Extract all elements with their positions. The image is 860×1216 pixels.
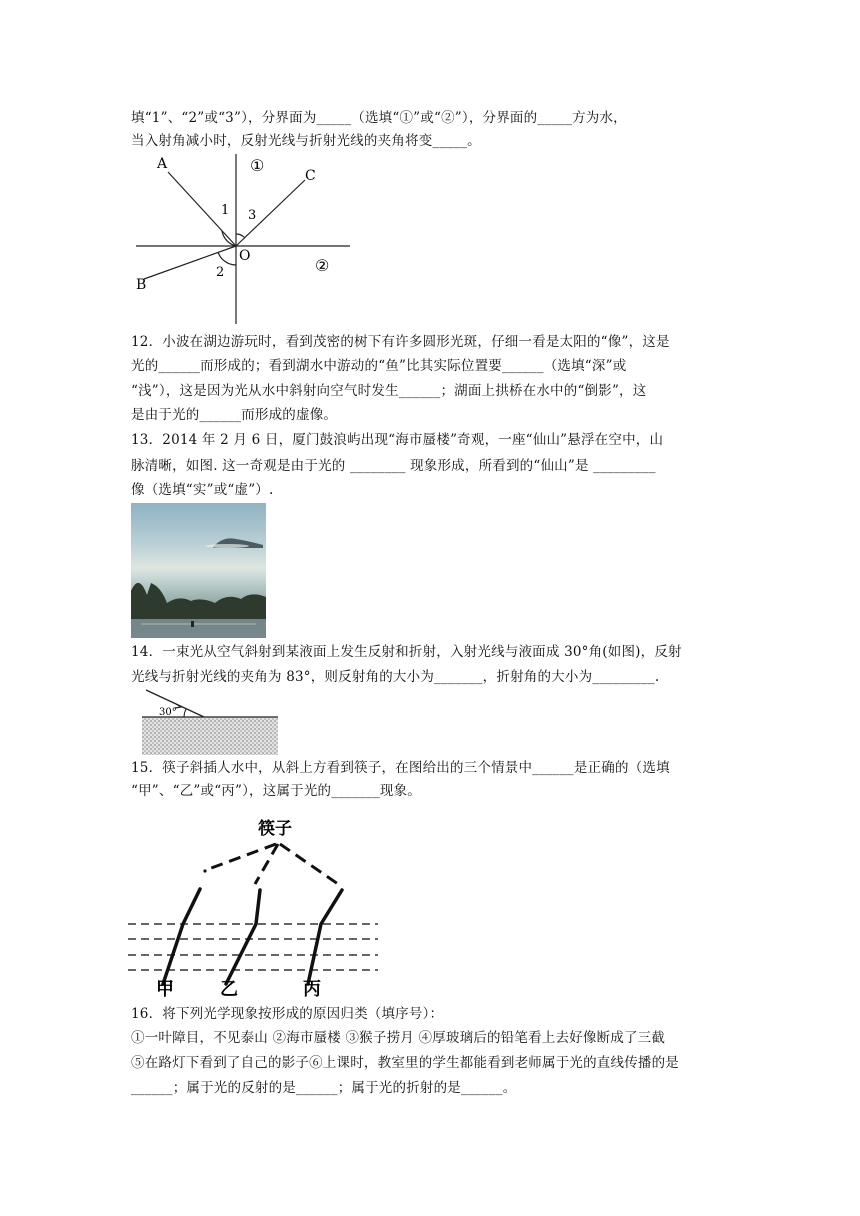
angle-2-label: 2 bbox=[216, 265, 225, 280]
label-o: O bbox=[239, 248, 251, 264]
angle-1-label: 1 bbox=[221, 203, 230, 218]
text-line-4: 光的______而形成的；看到湖水中游动的“鱼”比其实际位置要______（选填“深”或 bbox=[131, 358, 627, 374]
angle-3-label: 3 bbox=[248, 208, 257, 223]
arc-angle-3 bbox=[236, 234, 245, 238]
refraction-diagram bbox=[130, 150, 355, 328]
text-line-3: 12．小波在湖边游玩时，看到茂密的树下有许多圆形光斑，仔细一看是太阳的“像”，这是 bbox=[131, 334, 670, 350]
text-line-10: 14．一束光从空气斜射到某液面上发生反射和折射，入射光线与液面成 30°角(如图)，反射 bbox=[131, 644, 682, 660]
text-line-17: ______；属于光的反射的是______；属于光的折射的是______。 bbox=[131, 1080, 517, 1096]
dashed-line-bing bbox=[280, 844, 338, 884]
text-line-13: “甲”、“乙”或“丙”），这属于光的_______现象。 bbox=[131, 783, 422, 799]
mirage-photo-scene bbox=[131, 503, 266, 638]
text-line-12: 15．筷子斜插人水中，从斜上方看到筷子，在图给出的三个情景中______是正确的（选填 bbox=[131, 760, 670, 776]
text-line-5: “浅”），这是因为光从水中斜射向空气时发生______；湖面上拱桥在水中的“倒影”，这 bbox=[131, 383, 647, 399]
label-yi: 乙 bbox=[220, 979, 238, 1000]
text-line-2: 当入射角减小时，反射光线与折射光线的夹角将变_____。 bbox=[131, 133, 481, 149]
chopsticks-diagram bbox=[128, 812, 380, 1002]
arc-angle-2 bbox=[218, 252, 236, 265]
label-c: C bbox=[305, 168, 316, 184]
text-line-11: 光线与折射光线的夹角为 83°，则反射角的大小为_______，折射角的大小为_________. bbox=[131, 669, 660, 685]
text-line-6: 是由于光的______而形成的虚像。 bbox=[131, 407, 338, 423]
label-bing: 丙 bbox=[303, 979, 321, 1000]
text-line-1: 填“1”、“2”或“3”），分界面为_____（选填“①”或“②”），分界面的_____方为水， bbox=[131, 110, 627, 126]
label-a: A bbox=[157, 156, 168, 172]
label-jia: 甲 bbox=[156, 979, 174, 1000]
text-line-8: 脉清晰，如图. 这一奇观是由于光的 ________ 现象形成，所看到的“仙山”是 _________ bbox=[131, 458, 656, 474]
mirage-photo bbox=[131, 503, 266, 638]
region-2-label: ② bbox=[315, 256, 330, 275]
text-line-7: 13．2014 年 2 月 6 日，厦门鼓浪屿出现“海市蜃楼”奇观，一座“仙山”悬浮在空中，山 bbox=[131, 432, 664, 448]
shoreline-trees bbox=[131, 583, 266, 621]
text-line-14: 16．将下列光学现象按形成的原因归类（填序号）： bbox=[131, 1006, 444, 1022]
region-1-label: ① bbox=[250, 156, 265, 175]
chopstick-yi bbox=[226, 890, 260, 984]
liquid-body bbox=[142, 717, 278, 755]
ray-oc bbox=[236, 180, 305, 246]
liquid-surface-diagram bbox=[142, 684, 278, 756]
text-line-16: ⑤在路灯下看到了自己的影子⑥上课时，教室里的学生都能看到老师属于光的直线传播的是 bbox=[131, 1055, 679, 1071]
text-line-15: ①一叶障目，不见泰山 ②海市蜃楼 ③猴子捞月 ④厚玻璃后的铅笔看上去好像断成了三截 bbox=[131, 1030, 666, 1046]
text-line-9: 像（选填“实”或“虚”）. bbox=[131, 482, 274, 498]
angle-30-label: 30° bbox=[159, 707, 177, 718]
chopsticks-title: 筷子 bbox=[258, 819, 292, 839]
dashed-line-yi bbox=[255, 844, 278, 884]
label-b: B bbox=[136, 277, 147, 293]
